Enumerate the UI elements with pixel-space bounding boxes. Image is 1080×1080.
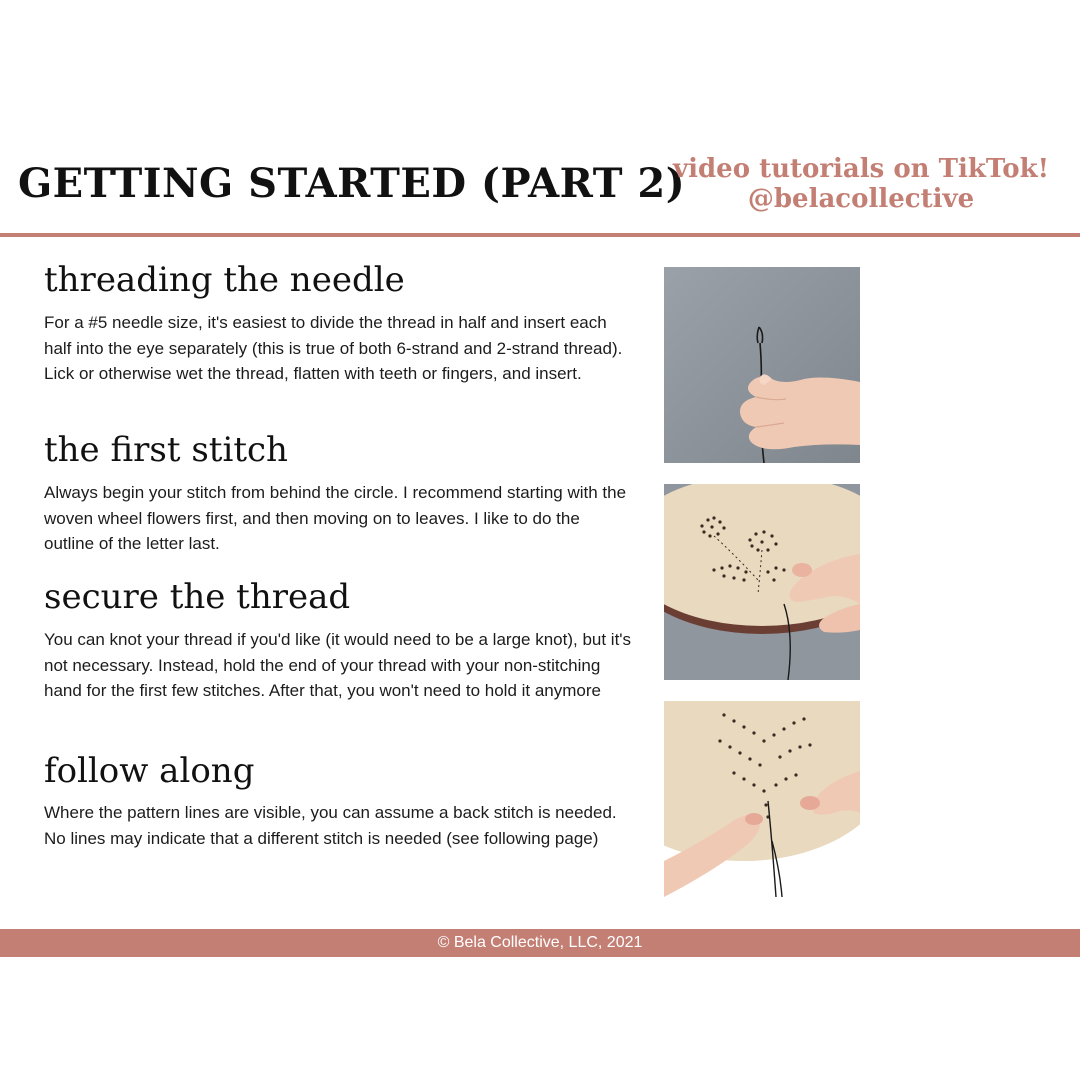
section-heading-secure-thread: secure the thread: [44, 577, 351, 617]
section-heading-threading: threading the needle: [44, 260, 405, 300]
section-heading-first-stitch: the first stitch: [44, 430, 288, 470]
photo-follow-along: [664, 701, 860, 897]
header-divider: [0, 233, 1080, 237]
promo-handle[interactable]: @belacollective: [747, 184, 975, 214]
promo-tagline: video tutorials on TikTok!: [672, 154, 1050, 184]
page-title: GETTING STARTED (PART 2): [18, 160, 686, 207]
section-body-threading: For a #5 needle size, it's easiest to divide the thread in half and insert each half into the eye separately (this is true of both 6-strand and 2-strand thread). Lick or otherwise wet the thread, flatten with teeth or fingers, and insert.: [44, 313, 623, 383]
section-body-secure-thread: You can knot your thread if you'd like (it would need to be a large knot), but it's not necessary. Instead, hold the end of your thread with your non-stitching hand for the first few stitches. After that, you won't need to hold it anymore: [44, 630, 632, 700]
section-heading-follow-along: follow along: [44, 751, 255, 791]
tiktok-promo: [666, 154, 1056, 214]
photo-threading-needle: [664, 267, 860, 463]
copyright-text: © Bela Collective, LLC, 2021: [437, 934, 643, 951]
section-body-follow-along: Where the pattern lines are visible, you can assume a back stitch is needed. No lines may indicate that a different stitch is needed (see following page): [44, 803, 617, 848]
section-body-first-stitch: Always begin your stitch from behind the circle. I recommend starting with the woven wheel flowers first, and then moving on to leaves. I like to do the outline of the letter last.: [44, 483, 627, 553]
footer-bar: [0, 929, 1080, 957]
photo-first-stitch: [664, 484, 860, 680]
